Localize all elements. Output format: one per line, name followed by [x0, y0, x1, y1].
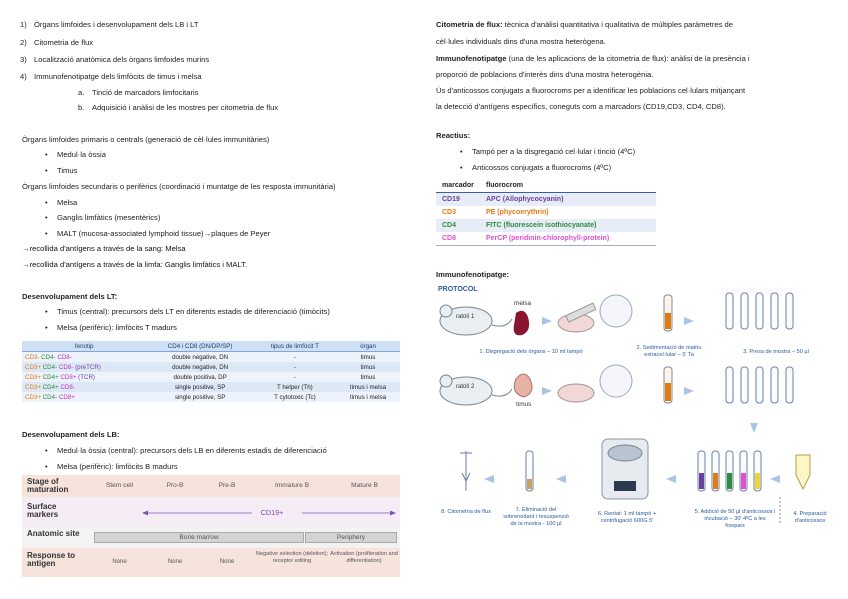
table-header: fluorocrom — [486, 182, 523, 189]
stage-label: Stage of maturation — [27, 477, 69, 494]
secondary-organs-title: Òrgans limfoides secundaris o perifèrics (coordinació i muntatge de les resposta immunitària) — [22, 182, 336, 191]
table-cell: - — [254, 352, 336, 363]
table-row: CD4 FITC (fluorescein isothiocyanate) — [436, 219, 656, 232]
cito-line: Citometria de flux: tècnica d'anàlisi quantitativa i qualitativa de múltiples paràmetres de — [436, 20, 733, 29]
reactius-title: Reactius: — [436, 131, 471, 140]
response-label: Response to antigen — [27, 551, 76, 568]
fluorochrome-table — [436, 181, 656, 246]
response-cell: None — [112, 559, 127, 565]
table-header: fenotip — [22, 341, 146, 352]
table-cell: T helper (Th) — [254, 382, 336, 392]
table-row: CD3 PE (phycoerythrin) — [436, 206, 656, 219]
table-row: CD8 PerCP (peridinin-chlorophyll-protein) — [436, 232, 656, 246]
thymus-label: timus — [516, 401, 532, 408]
list-item: • Melsa (perifèric): limfòcits B madurs — [57, 462, 178, 471]
table-cell: - — [254, 362, 336, 372]
eppendorf-icon — [796, 455, 810, 489]
marker-row — [22, 498, 400, 526]
cytometer-icon — [460, 451, 472, 491]
primary-organs-title: Òrgans limfoides primaris o centrals (generació de cèl·lules immunitàries) — [22, 135, 270, 144]
table-cell: timus — [336, 372, 400, 382]
immuno-line: Immunofenotipatge (una de les aplicacions de la citometria de flux): anàlisi de la presència i — [436, 54, 750, 63]
toc-item: 1) Òrgans limfoides i desenvolupament dels LB i LT — [20, 20, 199, 29]
table-header: marcador — [442, 182, 474, 189]
stage-row — [22, 475, 400, 497]
spleen-shape — [514, 311, 529, 336]
flow-arrow — [542, 317, 552, 325]
table-cell: double positiva, DP — [146, 372, 253, 382]
phenotype-cell: CD3+ CD4- CD8- (preTCR) — [22, 362, 146, 372]
step-label: 5. Addició de 50 µl d'anticossos i incubació – 30' 4ºC a les fosques — [694, 509, 776, 529]
phenotype-cell: CD3+ CD4+ CD8+ (TCR) — [22, 372, 146, 382]
table-header: CD4 i CD8 (DN/DP/SP) — [146, 341, 253, 352]
protocol-section-title: Immunofenotipatge: — [436, 270, 509, 279]
list-item: • Medul·la òssia — [57, 150, 106, 159]
step-label: 7. Eliminació del sobrenedant i resuspensió de la mostra - 100 µl — [503, 507, 569, 527]
step-label: 6. Rentat: 1 ml tampó + centrifugació 600G 5' — [597, 511, 657, 524]
response-cell: Activation (proliferation and differentiation) — [330, 551, 398, 564]
table-cell: double negative, DN — [146, 352, 253, 363]
lb-development-figure — [22, 475, 400, 577]
toc-subitem: a. Tinció de marcadors limfocitaris — [78, 88, 199, 97]
toc-item: 4) Immunofenotipatge dels limfòcits de timus i melsa — [20, 72, 202, 81]
list-item: • Melsa (perifèric): limfòcits T madurs — [57, 323, 177, 332]
protocol-label: PROTOCOL — [438, 286, 478, 293]
table-row — [22, 392, 400, 402]
cito-line: cèl·lules individuals dins d'una mostra heterògena. — [436, 37, 606, 46]
list-item: • Medul·la òssia (central): precursors dels LB en diferents estadis de diferenciació — [57, 446, 327, 455]
toc-item: 2) Citometria de flux — [20, 38, 94, 47]
site-periphery: Periphery — [305, 532, 397, 543]
thymus-shape — [514, 374, 532, 397]
step-label: 4. Preparació d'anticossos — [793, 511, 827, 524]
step-label: 2. Sedimentació de matriu extracel·lular – 5' Ta — [636, 345, 702, 358]
list-item: • Ganglis limfàtics (mesentèrics) — [57, 213, 160, 222]
stage-cell: Immature B — [274, 482, 310, 489]
table-row — [22, 352, 400, 363]
table-header: tipus de limfòcit T — [254, 341, 336, 352]
table-cell: timus i melsa — [336, 382, 400, 392]
site-row — [22, 527, 400, 547]
response-cell: Negative selection (deletion); receptor editing — [255, 551, 329, 564]
immuno-line: proporció de poblacions d'interès dins d'una mostra heterogènia. — [436, 70, 654, 79]
table-cell: timus — [336, 352, 400, 363]
site-label: Anatomic site — [27, 529, 80, 538]
list-item: • Melsa — [57, 198, 77, 207]
spleen-label: melsa — [514, 300, 532, 307]
step-label: 1. Disgregació dels òrgans – 10 ml tampó — [479, 349, 583, 355]
response-cell: None — [219, 559, 235, 565]
table-cell: timus i melsa — [336, 392, 400, 402]
step-label: 8. Citometria de flux — [441, 509, 491, 515]
table-row — [22, 382, 400, 392]
arrow-note: →recollida d'antígens a través de la limfa: Ganglis limfàtics i MALT. — [22, 260, 247, 269]
protocol-diagram — [436, 283, 834, 593]
arrow-note: →recollida d'antígens a través de la sang: Melsa — [22, 244, 186, 253]
antibody-line: Ús d'anticossos conjugats a fluorocroms per a identificar les poblacions cel·lulars mitjançant — [436, 86, 746, 95]
mouse-2-label: ratolí 2 — [456, 384, 475, 390]
antibody-line: la detecció d'antígens específics, coneguts com a marcadors (CD19,CD3, CD4, CD8). — [436, 102, 726, 111]
response-cell: None — [167, 559, 183, 565]
table-cell: - — [254, 372, 336, 382]
list-item: • MALT (mucosa-associated lymphoid tissue)→plaques de Peyer — [57, 229, 270, 238]
phenotype-cell: CD3- CD4- CD8- — [22, 352, 146, 363]
marker-cell: CD19+ — [260, 508, 284, 517]
stage-cell: Mature B — [351, 482, 378, 489]
stage-cell: Stem cell — [105, 482, 134, 489]
table-cell: single positive, SP — [146, 392, 253, 402]
mouse-2 — [440, 375, 512, 405]
site-bone-marrow: Bone marrow — [94, 532, 304, 543]
phenotype-cell: CD3+ CD4- CD8+ — [22, 392, 146, 402]
lb-title: Desenvolupament dels LB: — [22, 430, 120, 439]
lt-title: Desenvolupament dels LT: — [22, 292, 118, 301]
toc-subitem: b. Adquisició i anàlisi de les mostres per citometria de flux — [78, 103, 279, 112]
marker-label: Surface markers — [27, 502, 59, 519]
response-row — [22, 548, 400, 577]
table-header-row — [436, 181, 656, 193]
list-item: • Tampó per a la disgregació cel·lular i tinció (4ºC) — [472, 147, 635, 156]
lt-phenotype-table — [22, 341, 400, 402]
table-row — [22, 362, 400, 372]
stage-cell: Pro-B — [166, 482, 184, 489]
toc-item: 3) Localització anatòmica dels òrgans limfoides murins — [20, 55, 210, 64]
table-cell: T cytotoxic (Tc) — [254, 392, 336, 402]
list-item: • Timus — [57, 166, 77, 175]
list-item: • Timus (central): precursors dels LT en diferents estadis de diferenciació (timòcits) — [57, 307, 330, 316]
stage-cell: Pre-B — [218, 482, 236, 489]
protocol-illustration — [436, 283, 834, 593]
table-cell: timus — [336, 362, 400, 372]
table-cell: double negative, DN — [146, 362, 253, 372]
list-item: • Anticossos conjugats a fluorocroms (4ºC) — [472, 163, 611, 172]
table-cell: single positive, SP — [146, 382, 253, 392]
step-label: 3. Presa de mostra – 50 µl — [743, 349, 809, 355]
table-row: CD19 APC (Allophycocyanin) — [436, 193, 656, 206]
mouse-1-label: ratolí 1 — [456, 314, 475, 320]
table-header: òrgan — [336, 341, 400, 352]
phenotype-cell: CD3+ CD4+ CD8- — [22, 382, 146, 392]
table-row — [22, 372, 400, 382]
mouse-1 — [440, 305, 512, 335]
